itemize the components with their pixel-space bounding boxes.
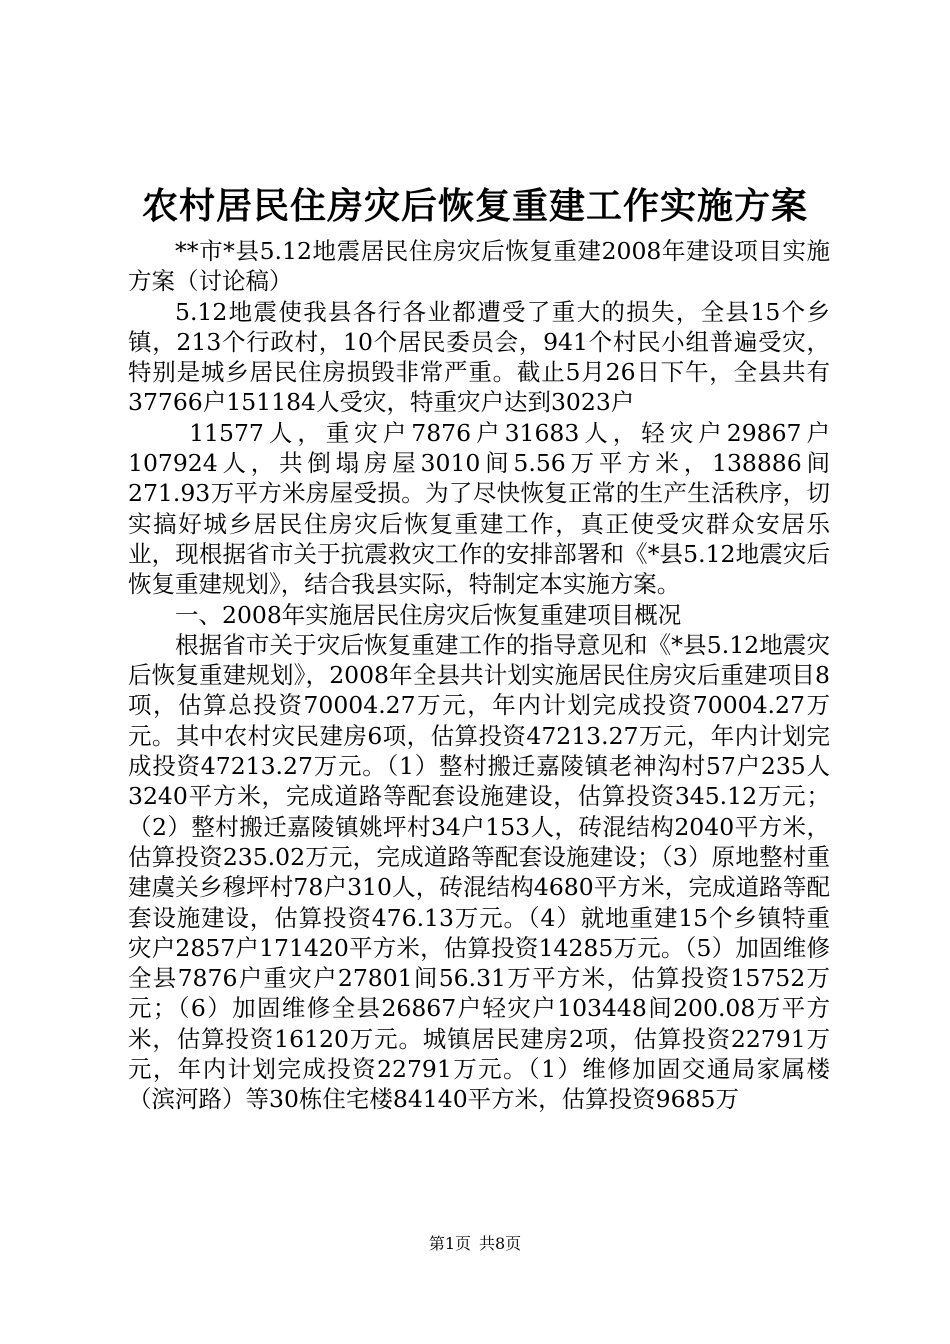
paragraph-overview: 根据省市关于灾后恢复重建工作的指导意见和《*县5.12地震灾后恢复重建规划》，2008年全县共计划实施居民住房灾后重建项目8项，估算总投资70004.27万元，年内计划完成投资70004.27万元。其中农村灾民建房6项，估算投资47213.27万元，年内计划完成投资47213.27万元。（1）整村搬迁嘉陵镇老神沟村57户235人3240平方米，完成道路等配套设施建设，估算投资345.12万元；（2）整村搬迁嘉陵镇姚坪村34户153人，砖混结构2040平方米，估算投资235.02万元，完成道路等配套设施建设；（3）原地整村重建虞关乡穆坪村78户310人，砖混结构4680平方米，完成道路等配套设施建设，估算投资476.13万元。（4）就地重建15个乡镇特重灾户2857户171420平方米，估算投资14285万元。（5）加固维修全县7876户重灾户27801间56.31万平方米，估算投资15752万元；（6）加固维修全县26867户轻灾户103448间200.08万平方米，估算投资16120万元。城镇居民建房2项，估算投资22791万元，年内计划完成投资22791万元。（1）维修加固交通局家属楼（滨河路）等30栋住宅楼84140平方米，估算投资9685万 xyxy=(128,630,830,1114)
page-footer xyxy=(0,1232,950,1256)
paragraph-subtitle: **市*县5.12地震居民住房灾后恢复重建2008年建设项目实施方案（讨论稿） xyxy=(128,237,830,296)
document-body xyxy=(128,236,830,1115)
section-heading-overview: 一、2008年实施居民住房灾后恢复重建项目概况 xyxy=(175,600,682,629)
document-title: 农村居民住房灾后恢复重建工作实施方案 xyxy=(141,185,808,227)
page-number: 第1页 xyxy=(428,1234,471,1253)
paragraph-intro: 5.12地震使我县各行各业都遭受了重大的损失，全县15个乡镇，213个行政村，10个居民委员会，941个村民小组普遍受灾，特别是城乡居民住房损毁非常严重。截止5月26日下午，全县共有37766户151184人受灾，特重灾户达到3023户 xyxy=(128,297,830,417)
paragraph-statistics: 11577人，重灾户7876户31683人，轻灾户29867户107924人，共倒塌房屋3010间5.56万平方米，138886间271.93万平方米房屋受损。为了尽快恢复正常的生产生活秩序，切实搞好城乡居民住房灾后恢复重建工作，真正使受灾群众安居乐业，现根据省市关于抗震救灾工作的安排部署和《*县5.12地震灾后恢复重建规划》，结合我县实际，特制定本实施方案。 xyxy=(128,418,830,599)
page-total: 共8页 xyxy=(479,1234,522,1253)
